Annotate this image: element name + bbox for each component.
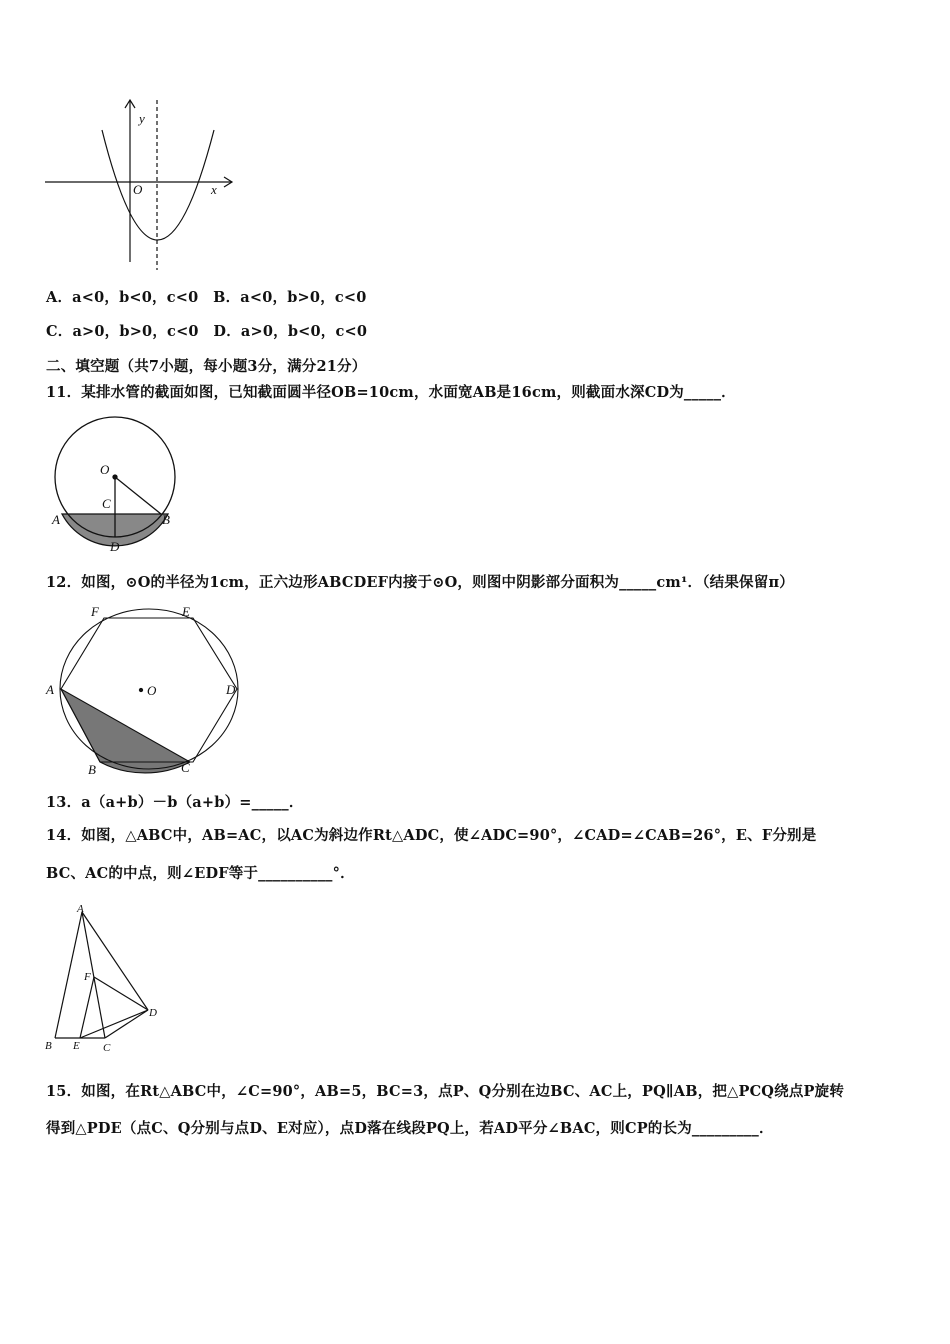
q12-text: 12．如图，⊙O的半径为1cm，正六边形ABCDEF内接于⊙O，则图中阴影部分面积为_____cm¹．（结果保留π） xyxy=(46,574,794,591)
label-y: y xyxy=(139,111,145,126)
label-c: C xyxy=(181,760,190,775)
label-c: C xyxy=(102,496,111,511)
section2-title: 二、填空题（共7小题，每小题3分，满分21分） xyxy=(46,358,367,375)
center-point xyxy=(113,475,117,479)
q15-text-line1: 15．如图，在Rt△ABC中，∠C=90°，AB=5，BC=3，点P、Q分别在边BC、AC上，PQ∥AB，把△PCQ绕点P旋转 xyxy=(46,1083,845,1100)
label-o: O xyxy=(147,683,157,698)
label-a: A xyxy=(46,682,54,697)
q10-options-line2: C．a>0，b>0，c<0 D．a>0，b<0，c<0 xyxy=(46,323,368,340)
q13-text: 13．a（a+b）－b（a+b）=_____． xyxy=(46,794,304,811)
q14-text-line2: BC、AC的中点，则∠EDF等于__________°． xyxy=(46,865,355,882)
label-d: D xyxy=(110,539,120,554)
triangle-figure xyxy=(55,912,148,1038)
label-f: F xyxy=(91,604,99,619)
label-b: B xyxy=(88,762,96,777)
label-d: D xyxy=(226,682,236,697)
segment-ob xyxy=(115,477,161,514)
label-b: B xyxy=(162,512,170,527)
label-a: A xyxy=(77,903,84,915)
q14-text-line1: 14．如图，△ABC中，AB=AC，以AC为斜边作Rt△ADC，使∠ADC=90°，∠CAD=∠CAB=26°，E、F分别是 xyxy=(46,827,817,844)
label-x: x xyxy=(211,182,217,197)
q15-text-line2: 得到△PDE（点C、Q分别与点D、E对应），点D落在线段PQ上，若AD平分∠BAC，则CP的长为_________． xyxy=(46,1120,774,1137)
label-origin: O xyxy=(133,182,143,197)
label-e: E xyxy=(73,1040,80,1052)
label-e: E xyxy=(182,604,190,619)
pipe-section-figure xyxy=(55,417,175,546)
q11-text: 11．某排水管的截面如图，已知截面圆半径OB=10cm，水面宽AB是16cm，则截面水深CD为_____． xyxy=(46,384,736,401)
label-d: D xyxy=(149,1007,157,1019)
parabola-curve xyxy=(102,130,214,240)
center-point xyxy=(139,688,142,691)
label-c: C xyxy=(103,1042,111,1054)
label-o: O xyxy=(100,462,110,477)
shaded-region xyxy=(61,689,190,773)
q10-options-line1: A．a<0，b<0，c<0 B．a<0，b>0，c<0 xyxy=(46,289,367,306)
label-f: F xyxy=(84,971,91,983)
label-a: A xyxy=(52,512,60,527)
label-b: B xyxy=(45,1040,52,1052)
